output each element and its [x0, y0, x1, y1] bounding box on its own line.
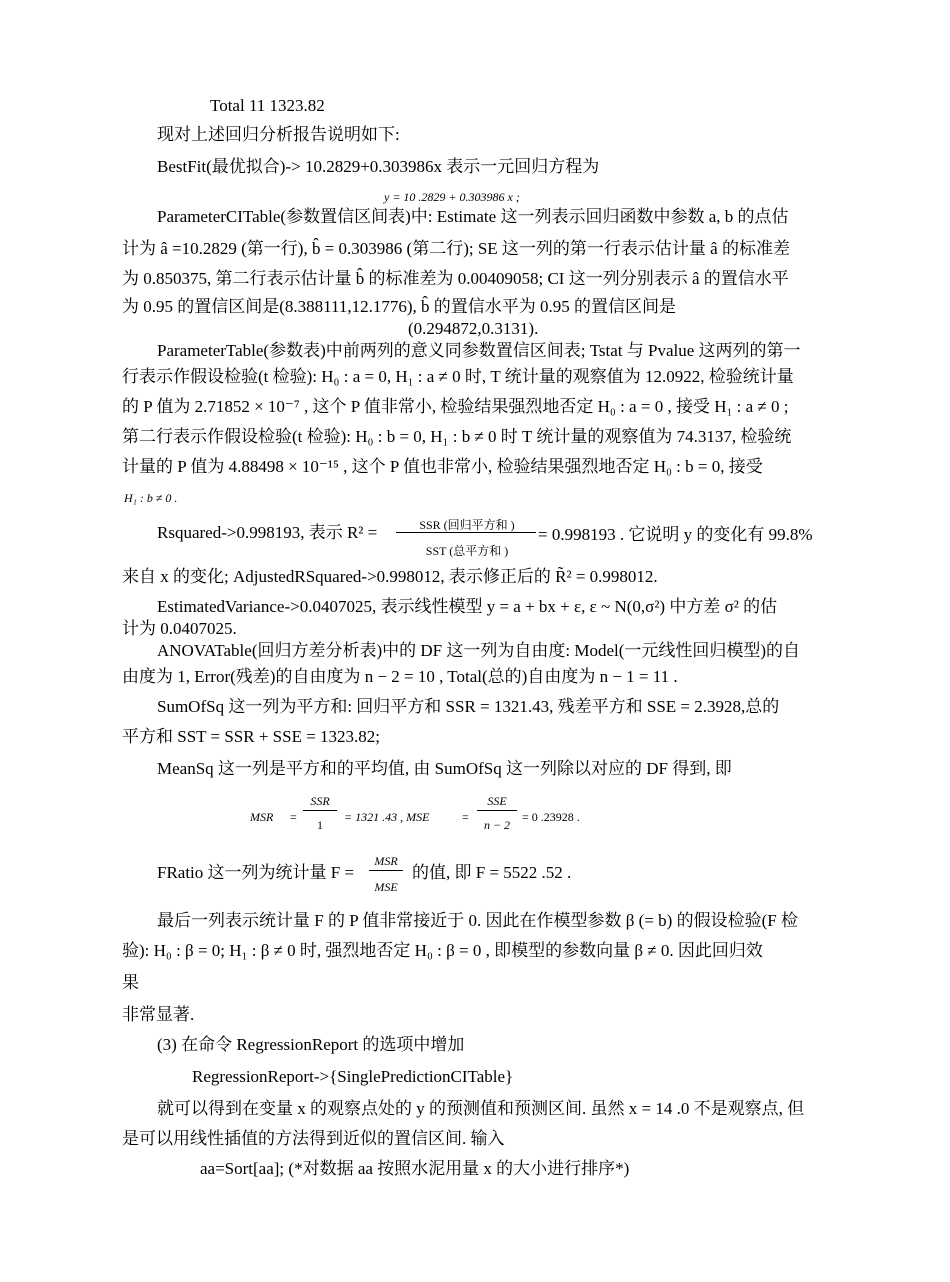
fraction-bar [369, 870, 403, 871]
text-line: SumOfSq 这一列为平方和: 回归平方和 SSR = 1321.43, 残差平方和 SSE = 2.3928,总的 [157, 697, 780, 716]
equation-part: MSR [250, 810, 274, 824]
fraction-denominator: SST (总平方和 ) [425, 544, 509, 558]
text-line: 果 [122, 973, 139, 992]
code-line: aa=Sort[aa]; (*对数据 aa 按照水泥用量 x 的大小进行排序*) [200, 1159, 630, 1178]
text-line: H₁ : b ≠ 0 . [124, 491, 178, 505]
equation-part: = 1321 .43 , MSE [344, 810, 430, 824]
text-line: ParameterTable(参数表)中前两列的意义同参数置信区间表; Tstat 与 Pvalue 这两列的第一 [157, 341, 801, 360]
text-line: 计为 0.0407025. [122, 619, 237, 638]
text-line: (0.294872,0.3131). [408, 319, 539, 338]
fraction-numerator: SSE [487, 794, 507, 808]
regression-equation: y = 10 .2829 + 0.303986 x ; [384, 190, 520, 204]
text-line: 非常显著. [122, 1005, 195, 1024]
fraction-bar [303, 810, 337, 811]
text-line: MeanSq 这一列是平方和的平均值, 由 SumOfSq 这一列除以对应的 DF 得到, 即 [157, 759, 732, 778]
fraction-denominator: 1 [317, 818, 323, 832]
text-line: (3) 在命令 RegressionReport 的选项中增加 [157, 1035, 465, 1054]
text-line: 最后一列表示统计量 F 的 P 值非常接近于 0. 因此在作模型参数 β (= b) 的假设检验(F 检 [157, 911, 798, 930]
fraction-numerator: SSR (回归平方和 ) [419, 518, 515, 532]
text-line: ParameterCITable(参数置信区间表)中: Estimate 这一列表示回归函数中参数 a, b 的点估 [157, 207, 789, 226]
text-line: 计量的 P 值为 4.88498 × 10⁻¹⁵ , 这个 P 值也非常小, 检验结果强烈地否定 H₀ : b = 0, 接受 [122, 457, 763, 476]
text-line: 的 P 值为 2.71852 × 10⁻⁷ , 这个 P 值非常小, 检验结果强烈地否定 H₀ : a = 0 , 接受 H₁ : a ≠ 0 ; [122, 397, 789, 416]
equation-part: = [290, 810, 297, 824]
fraction-numerator: SSR [310, 794, 330, 808]
text-line: FRatio 这一列为统计量 F = [157, 863, 355, 882]
text-line: 为 0.95 的置信区间是(8.388111,12.1776), b̂ 的置信水平为 0.95 的置信区间是 [122, 297, 677, 316]
fraction-bar [477, 810, 517, 811]
text-line: 就可以得到在变量 x 的观察点处的 y 的预测值和预测区间. 虽然 x = 14 .0 不是观察点, 但 [157, 1099, 805, 1118]
fraction-numerator: MSR [374, 854, 398, 868]
equation-part: = 0 .23928 . [522, 810, 580, 824]
text-line: Rsquared->0.998193, 表示 R² = [157, 523, 378, 542]
text-line: 行表示作假设检验(t 检验): H₀ : a = 0, H₁ : a ≠ 0 时, T 统计量的观察值为 12.0922, 检验统计量 [122, 367, 794, 386]
text-line: 验): H₀ : β = 0; H₁ : β ≠ 0 时, 强烈地否定 H₀ : β = 0 , 即模型的参数向量 β ≠ 0. 因此回归效 [122, 941, 763, 960]
text-line: BestFit(最优拟合)-> 10.2829+0.303986x 表示一元回归方程为 [157, 157, 600, 176]
text-line: 是可以用线性插值的方法得到近似的置信区间. 输入 [122, 1129, 505, 1148]
text-line: 现对上述回归分析报告说明如下: [157, 125, 400, 144]
equation-part: = [462, 810, 469, 824]
text-line: 第二行表示作假设检验(t 检验): H₀ : b = 0, H₁ : b ≠ 0 时 T 统计量的观察值为 74.3137, 检验统 [122, 427, 792, 446]
table-total-row: Total 11 1323.82 [210, 96, 325, 115]
fraction-bar [396, 532, 536, 533]
text-line: 来自 x 的变化; AdjustedRSquared->0.998012, 表示修正后的 R̃² = 0.998012. [122, 567, 658, 586]
text-line: 计为 â =10.2829 (第一行), b̂ = 0.303986 (第二行); SE 这一列的第一行表示估计量 â 的标准差 [122, 239, 790, 258]
fraction-denominator: MSE [374, 880, 398, 894]
text-line: EstimatedVariance->0.0407025, 表示线性模型 y = a + bx + ε, ε ~ N(0,σ²) 中方差 σ² 的估 [157, 597, 778, 616]
text-line: 由度为 1, Error(残差)的自由度为 n − 2 = 10 , Total(总的)自由度为 n − 1 = 11 . [122, 667, 678, 686]
text-line: 平方和 SST = SSR + SSE = 1323.82; [122, 727, 381, 746]
text-line: ANOVATable(回归方差分析表)中的 DF 这一列为自由度: Model(一元线性回归模型)的自 [157, 641, 801, 660]
text-line: = 0.998193 . 它说明 y 的变化有 99.8% [538, 525, 813, 544]
fraction-denominator: n − 2 [483, 818, 511, 832]
text-line: 的值, 即 F = 5522 .52 . [412, 863, 572, 882]
code-line: RegressionReport->{SinglePredictionCITable} [192, 1067, 514, 1086]
text-line: 为 0.850375, 第二行表示估计量 b̂ 的标准差为 0.00409058; CI 这一列分别表示 â 的置信水平 [122, 269, 789, 288]
